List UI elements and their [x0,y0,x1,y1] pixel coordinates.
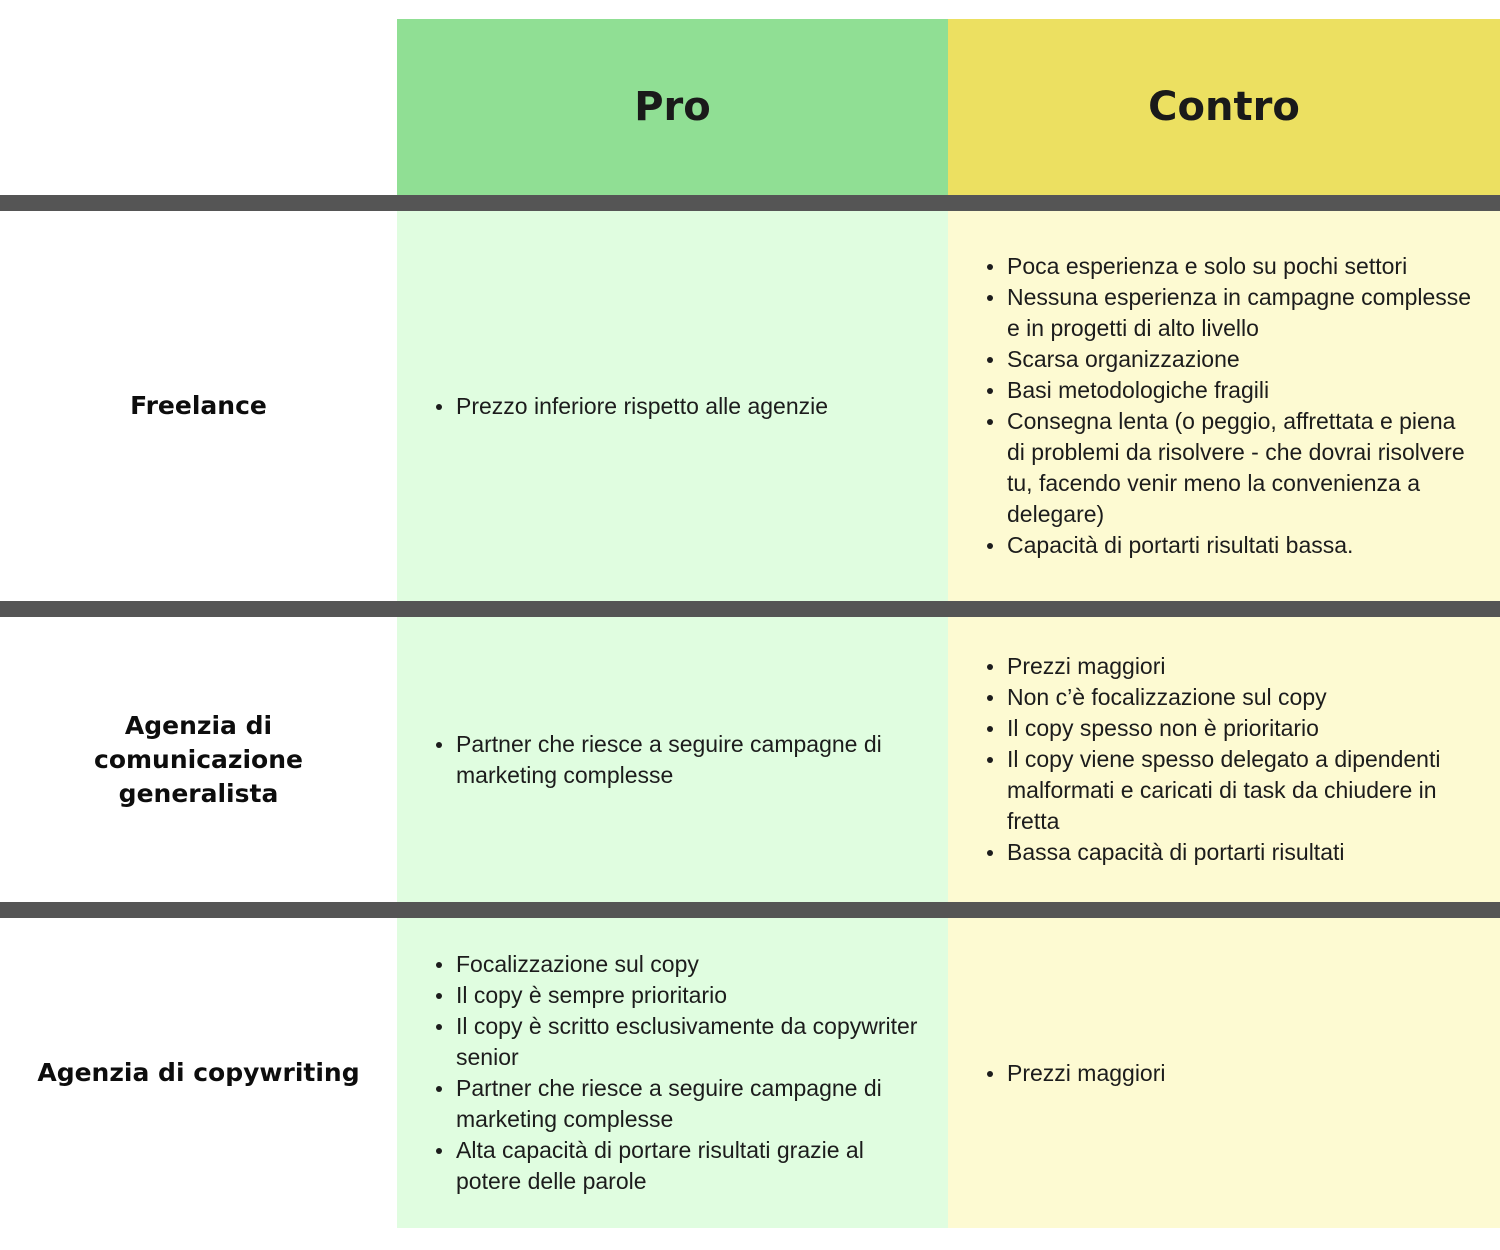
contro-column-header [948,19,1500,195]
list-item: Alta capacità di portare risultati grazie al potere delle parole [435,1135,928,1197]
row-separator [0,601,1500,617]
generalista-pro-cell [397,617,948,902]
list-item: Il copy viene spesso delegato a dipendenti malformati e caricati di task da chiudere in fretta [986,744,1472,837]
row-label-freelance [0,211,397,601]
list-item: Bassa capacità di portarti risultati [986,837,1472,868]
generalista-contro-cell [948,617,1500,902]
list-item: Non c’è focalizzazione sul copy [986,682,1472,713]
list-item: Prezzi maggiori [986,651,1472,682]
list-item: Focalizzazione sul copy [435,949,928,980]
list-item: Il copy spesso non è prioritario [986,713,1472,744]
row-label-agenzia-copywriting [0,918,397,1228]
copywriting-contro-list [986,1058,1472,1089]
list-item: Partner che riesce a seguire campagne di marketing complesse [435,1073,928,1135]
list-item: Il copy è scritto esclusivamente da copywriter senior [435,1011,928,1073]
list-item: Prezzi maggiori [986,1058,1472,1089]
copywriting-pro-cell [397,918,948,1228]
list-item: Consegna lenta (o peggio, affrettata e piena di problemi da risolvere - che dovrai risolvere tu, facendo venir meno la convenienza a delegare) [986,406,1472,530]
row-separator [0,902,1500,918]
pro-header-label: Pro [634,84,711,130]
freelance-pro-list [435,391,928,422]
row-label-text: Agenzia di copywriting [37,1058,360,1087]
row-label-agenzia-generalista [0,617,397,902]
freelance-pro-cell [397,211,948,601]
row-label-text: Freelance [130,391,267,420]
copywriting-pro-list [435,949,928,1197]
list-item: Poca esperienza e solo su pochi settori [986,251,1472,282]
header-separator [0,195,1500,211]
copywriting-contro-cell [948,918,1500,1228]
list-item: Prezzo inferiore rispetto alle agenzie [435,391,928,422]
list-item: Nessuna esperienza in campagne complesse e in progetti di alto livello [986,282,1472,344]
row-label-text: Agenzia di comunicazione generalista [94,710,303,808]
freelance-contro-list [986,251,1472,561]
contro-header-label: Contro [1148,84,1300,130]
list-item: Il copy è sempre prioritario [435,980,928,1011]
list-item: Capacità di portarti risultati bassa. [986,530,1472,561]
generalista-pro-list [435,729,928,791]
list-item: Basi metodologiche fragili [986,375,1472,406]
list-item: Partner che riesce a seguire campagne di marketing complesse [435,729,928,791]
list-item: Scarsa organizzazione [986,344,1472,375]
freelance-contro-cell [948,211,1500,601]
generalista-contro-list [986,651,1472,868]
pro-column-header [397,19,948,195]
